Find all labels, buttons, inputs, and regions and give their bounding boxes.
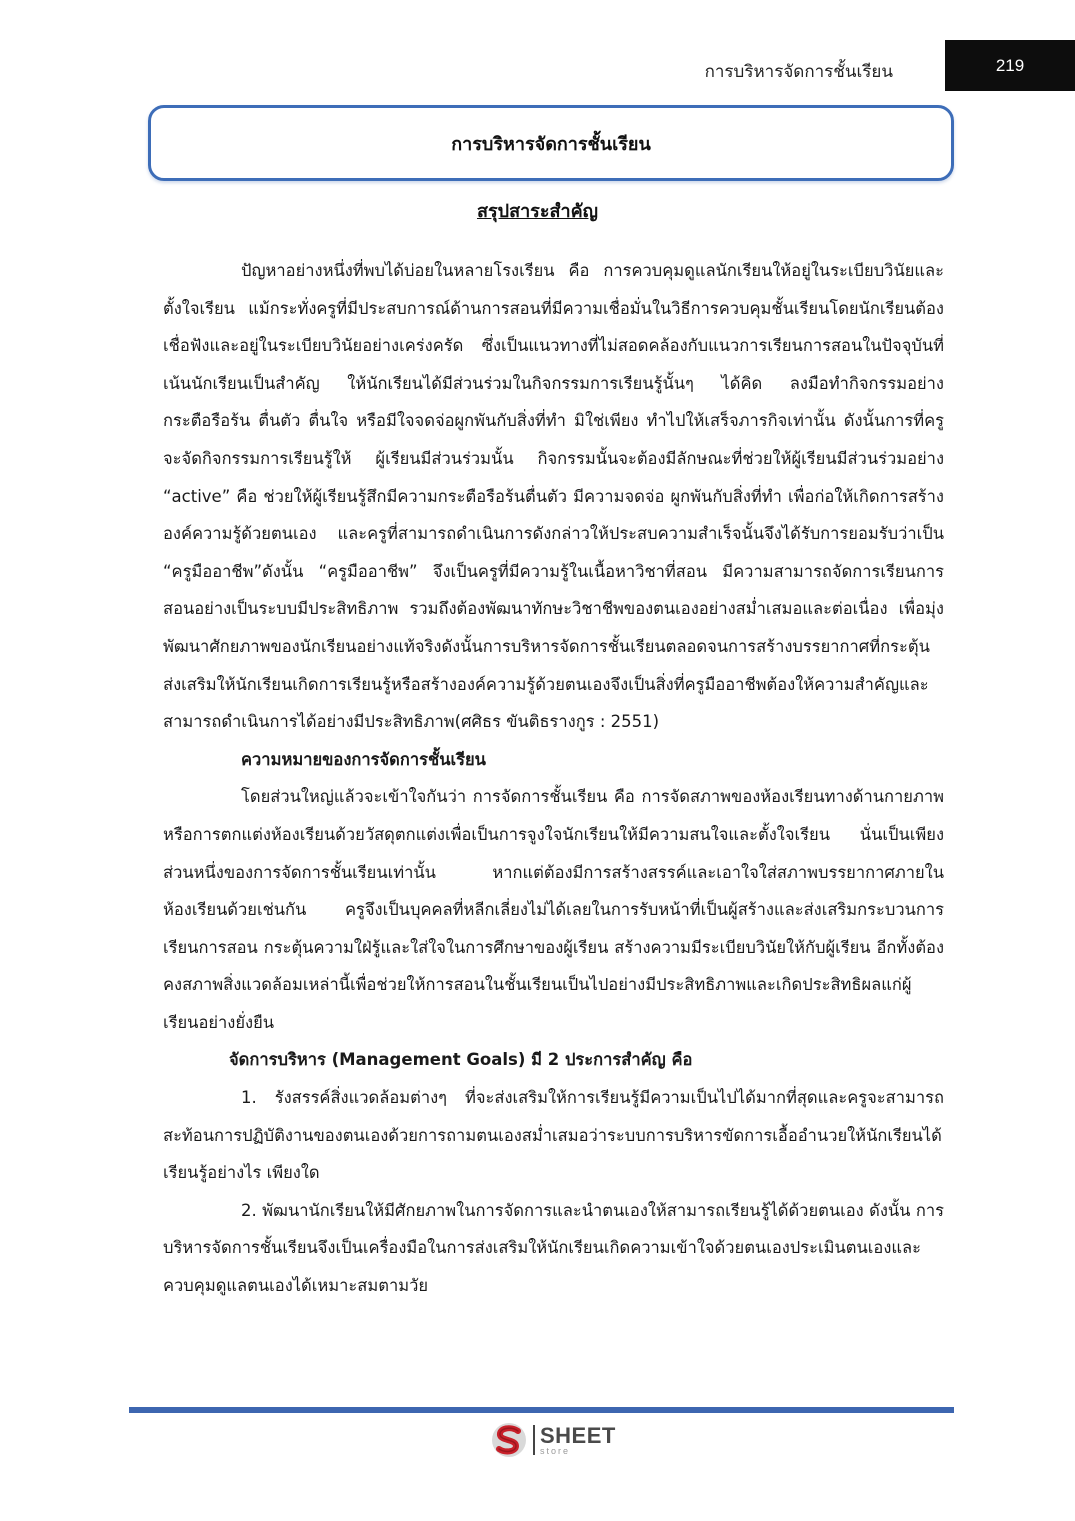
logo-divider — [533, 1425, 535, 1455]
running-header-title: การบริหารจัดการชั้นเรียน — [704, 62, 893, 82]
body-text — [163, 252, 944, 1305]
chapter-title-box — [148, 105, 954, 181]
chapter-title: การบริหารจัดการชั้นเรียน — [451, 133, 651, 155]
logo-name: SHEET — [540, 1422, 616, 1448]
sheet-store-s-icon — [489, 1420, 529, 1460]
goal-item-2: 2. พัฒนานักเรียนให้มีศักยภาพในการจัดการและนำตนเองให้สามารถเรียนรู้ได้ด้วยตนเอง ดังนั้น การบริหารจัดการชั้นเรียนจึงเป็นเครื่องมือในการส่งเสริมให้นักเรียนเกิดความเข้าใจด้วยตนเองประเมินตนเองและควบคุมดูแลตนเองได้เหมาะสมตามวัย — [163, 1200, 944, 1296]
summary-heading: สรุปสาระสำคัญ — [477, 201, 598, 222]
logo-text — [540, 1422, 616, 1456]
logo-subtext: store — [540, 1445, 571, 1456]
section-heading-goals: จัดการบริหาร (Management Goals) มี 2 ประการสำคัญ คือ — [229, 1050, 693, 1070]
footer-divider — [129, 1407, 954, 1413]
goal-item-1: 1. รังสรรค์สิ่งแวดล้อมต่างๆ ที่จะส่งเสริมให้การเรียนรู้มีความเป็นไปได้มากที่สุดและครูจะสามารถสะท้อนการปฏิบัติงานของตนเองด้วยการถามตนเองสม่ำเสมอว่าระบบการบริหารขัดการเอื้ออำนวยให้นักเรียนได้เรียนรู้อย่างไร เพียงใด — [163, 1088, 944, 1183]
page-number: 219 — [945, 40, 1075, 91]
sheet-store-logo — [489, 1420, 616, 1460]
section-heading-meaning: ความหมายของการจัดการชั้นเรียน — [241, 749, 486, 769]
paragraph-meaning: โดยส่วนใหญ่แล้วจะเข้าใจกันว่า การจัดการชั้นเรียน คือ การจัดสภาพของห้องเรียนทางด้านกายภาพหรือการตกแต่งห้องเรียนด้วยวัสดุตกแต่งเพื่อเป็นการจูงใจนักเรียนให้มีความสนใจและตั้งใจเรียน นั่นเป็นเพียงส่วนหนึ่งของการจัดการชั้นเรียนเท่านั้น หากแต่ต้องมีการสร้างสรรค์และเอาใจใส่สภาพบรรยากาศภายในห้องเรียนด้วยเช่นกัน ครูจึงเป็นบุคคลที่หลีกเลี่ยงไม่ได้เลยในการรับหน้าที่เป็นผู้สร้างและส่งเสริมกระบวนการเรียนการสอน กระตุ้นความใฝ่รู้และใส่ใจในการศึกษาของผู้เรียน สร้างความมีระเบียบวินัยให้กับผู้เรียน อีกทั้งต้องคงสภาพสิ่งแวดล้อมเหล่านี้เพื่อช่วยให้การสอนในชั้นเรียนเป็นไปอย่างมีประสิทธิภาพและเกิดประสิทธิผลแก่ผู้เรียนอย่างยั่งยืน — [163, 787, 944, 1032]
paragraph-intro: ปัญหาอย่างหนึ่งที่พบได้บ่อยในหลายโรงเรียน คือ การควบคุมดูแลนักเรียนให้อยู่ในระเบียบวินัยและตั้งใจเรียน แม้กระทั่งครูที่มีประสบการณ์ด้านการสอนที่มีความเชื่อมั่นในวิธีการควบคุมชั้นเรียนโดยนักเรียนต้องเชื่อฟังและอยู่ในระเบียบวินัยอย่างเคร่งครัด ซึ่งเป็นแนวทางที่ไม่สอดคล้องกับแนวการเรียนการสอนในปัจจุบันที่เน้นนักเรียนเป็นสำคัญ ให้นักเรียนได้มีส่วนร่วมในกิจกรรมการเรียนรู้นั้นๆ ได้คิด ลงมือทำกิจกรรมอย่างกระตือรือร้น ตื่นตัว ตื่นใจ หรือมีใจจดจ่อผูกพันกับสิ่งที่ทำ มิใช่เพียง ทำไปให้เสร็จภารกิจเท่านั้น ดังนั้นการที่ครูจะจัดกิจกรรมการเรียนรู้ให้ ผู้เรียนมีส่วนร่วมนั้น กิจกรรมนั้นจะต้องมีลักษณะที่ช่วยให้ผู้เรียนมีส่วนร่วมอย่าง “active” คือ ช่วยให้ผู้เรียนรู้สึกมีความกระตือรือร้นตื่นตัว มีความจดจ่อ ผูกพันกับสิ่งที่ทำ เพื่อก่อให้เกิดการสร้างองค์ความรู้ด้วยตนเอง และครูที่สามารถดำเนินการดังกล่าวให้ประสบความสำเร็จนั้นจึงได้รับการยอมรับว่าเป็น “ครูมืออาชีพ”ดังนั้น “ครูมืออาชีพ” จึงเป็นครูที่มีความรู้ในเนื้อหาวิชาที่สอน มีความสามารถจัดการเรียนการสอนอย่างเป็นระบบมีประสิทธิภาพ รวมถึงต้องพัฒนาทักษะวิชาชีพของตนเองอย่างสม่ำเสมอและต่อเนื่อง เพื่อมุ่งพัฒนาศักยภาพของนักเรียนอย่างแท้จริงดังนั้นการบริหารจัดการชั้นเรียนตลอดจนการสร้างบรรยากาศที่กระตุ้นส่งเสริมให้นักเรียนเกิดการเรียนรู้หรือสร้างองค์ความรู้ด้วยตนเองจึงเป็นสิ่งที่ครูมืออาชีพต้องให้ความสำคัญและสามารถดำเนินการได้อย่างมีประสิทธิภาพ(ศศิธร ขันติธรางกูร : 2551) — [163, 261, 944, 732]
